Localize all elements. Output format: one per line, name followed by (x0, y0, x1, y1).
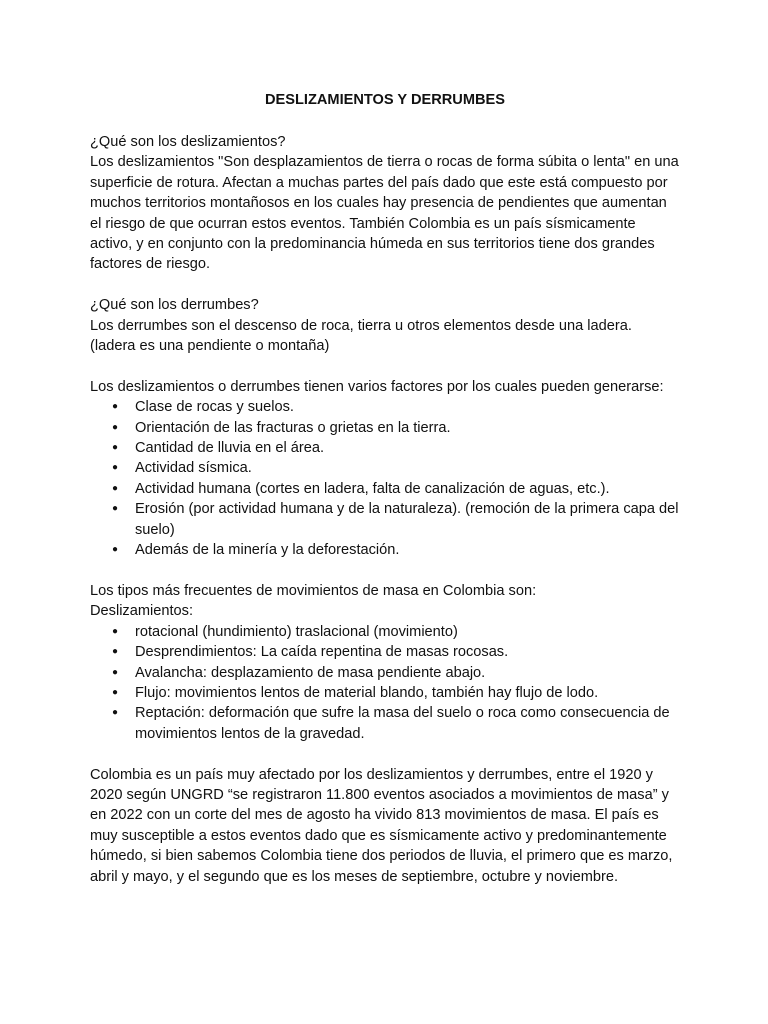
paragraph-derrumbes: Los derrumbes son el descenso de roca, tierra u otros elementos desde una ladera. (90, 317, 632, 334)
spacer (90, 356, 680, 376)
paragraph-deslizamientos: Los deslizamientos "Son desplazamientos de tierra o rocas de forma súbita o lenta" en una superficie de rotura. Afectan a muchas partes del país dado que este está compuesto por muchos territorios montañosos en los cuales hay presencia de pendientes que aumentan el riesgo de que ocurran estos eventos. También Colombia es un país sísmicamente activo, y en conjunto con la predominancia húmeda en sus territorios tiene dos grandes factores de riesgo. (90, 154, 679, 273)
document-title: DESLIZAMIENTOS Y DERRUMBES (264, 92, 506, 108)
paragraph-ladera-note: (ladera es una pendiente o montaña) (90, 338, 330, 355)
list-item: ● Desprendimientos: La caída repentina de masas rocosas. (90, 642, 680, 662)
list-item: ● Actividad sísmica. (90, 458, 680, 478)
document-page (90, 90, 680, 887)
list-item: ● Actividad humana (cortes en ladera, falta de canalización de aguas, etc.). (90, 479, 680, 499)
paragraph-deslizamientos-label: Deslizamientos: (90, 603, 194, 620)
question-derrumbes: ¿Qué son los derrumbes? (90, 297, 259, 314)
list-item: ● rotacional (hundimiento) traslacional (movimiento) (90, 622, 680, 642)
list-item: ● Además de la minería y la deforestación. (90, 540, 680, 560)
list-item: ● Reptación: deformación que sufre la masa del suelo o roca como consecuencia de movimientos lentos de la gravedad. (90, 703, 680, 744)
types-list (90, 622, 680, 744)
spacer (90, 275, 680, 295)
spacer (90, 561, 680, 581)
list-item: ● Clase de rocas y suelos. (90, 397, 680, 417)
spacer (90, 744, 680, 764)
list-item: ● Erosión (por actividad humana y de la naturaleza). (remoción de la primera capa del suelo) (90, 499, 680, 540)
paragraph-colombia: Colombia es un país muy afectado por los deslizamientos y derrumbes, entre el 1920 y 2020 según UNGRD “se registraron 11.800 eventos asociados a movimientos de masa” y en 2022 con un corte del mes de agosto ha vivido 813 movimientos de masa. El país es muy susceptible a estos eventos dado que es sísmicamente activo y predominantemente húmedo, si bien sabemos Colombia tiene dos periodos de lluvia, el primero que es marzo, abril y mayo, y el segundo que es los meses de septiembre, octubre y noviembre. (90, 766, 673, 885)
factors-list (90, 397, 680, 560)
paragraph-factores-intro: Los deslizamientos o derrumbes tienen varios factores por los cuales pueden generarse: (90, 378, 664, 395)
question-deslizamientos: ¿Qué son los deslizamientos? (90, 134, 286, 150)
list-item: ● Cantidad de lluvia en el área. (90, 438, 680, 458)
list-item: ● Avalancha: desplazamiento de masa pendiente abajo. (90, 663, 680, 683)
paragraph-tipos-intro: Los tipos más frecuentes de movimientos de masa en Colombia son: (90, 582, 537, 599)
list-item: ● Flujo: movimientos lentos de material blando, también hay flujo de lodo. (90, 683, 680, 703)
list-item: ● Orientación de las fracturas o grietas en la tierra. (90, 418, 680, 438)
